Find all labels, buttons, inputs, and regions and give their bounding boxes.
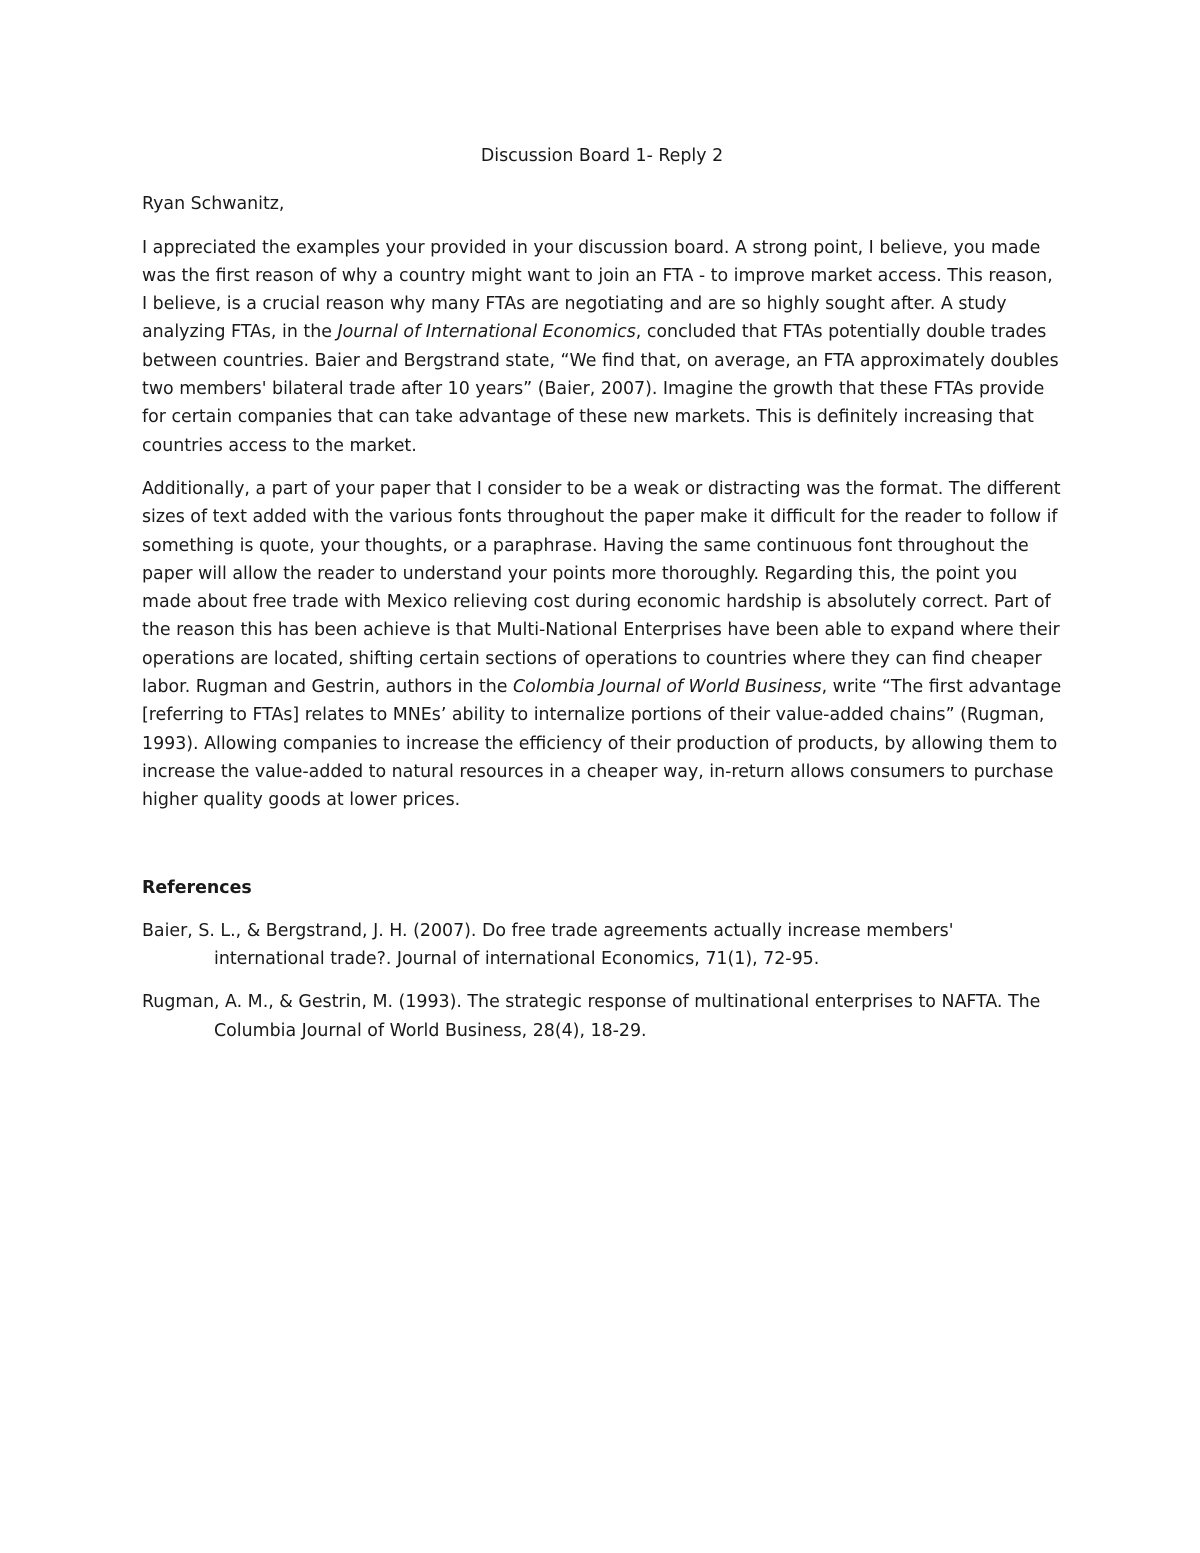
paragraph-2-text-a: Additionally, a part of your paper that I consider to be a weak or distracting was the format. The different sizes of text added with the various fonts throughout the paper make it difficult for the reader to follow if something is quote, your thoughts, or a paraphrase. Having the same continuous font throughout the paper will allow the reader to understand your points more thoroughly. Regarding this, the point you made about free trade with Mexico relieving cost during economic hardship is absolutely correct. Part of the reason this has been achieve is that Multi-National Enterprises have been able to expand where their operations are located, shifting certain sections of operations to countries where they can find cheaper labor. Rugman and Gestrin, authors in the — [142, 478, 1061, 698]
references-heading: References — [142, 877, 252, 898]
section-spacer — [142, 830, 1062, 874]
journal-title-international-economics: Journal of International Economics — [337, 322, 636, 343]
journal-title-world-business: Colombia Journal of World Business — [513, 677, 822, 698]
paragraph-2 — [142, 475, 1062, 815]
document-body — [142, 142, 1062, 1060]
document-title: Discussion Board 1- Reply 2 — [480, 146, 724, 166]
reference-item-rugman: Rugman, A. M., & Gestrin, M. (1993). The strategic response of multinational enterprises to NAFTA. The Columbia Journal of World Business, 28(4), 18-29. — [142, 992, 1041, 1041]
paragraph-1-text-b: , concluded that FTAs potentially double trades between countries. Baier and Bergstrand state, “We find that, on average, an FTA approximately doubles two members' bilateral trade after 10 years” (Baier, 2007). Imagine the growth that these FTAs provide for certain companies that can take advantage of these new markets. This is definitely increasing that countries access to the market. — [142, 322, 1059, 456]
paragraph-1 — [142, 234, 1062, 460]
reference-item-baier: Baier, S. L., & Bergstrand, J. H. (2007). Do free trade agreements actually increase members' international trade?. Journal of international Economics, 71(1), 72-95. — [142, 920, 954, 970]
paragraph-2-text-b: , write “The first advantage [referring to FTAs] relates to MNEs’ ability to internalize portions of their value-added chains” (Rugman, 1993). Allowing companies to increase the efficiency of their production of products, by allowing them to increase the value-added to natural resources in a cheaper way, in-return allows consumers to purchase higher quality goods at lower prices. — [142, 677, 1062, 811]
paragraph-1-text-a: I appreciated the examples your provided in your discussion board. A strong point, I believe, you made was the first reason of why a country might want to join an FTA - to improve market access. This reason, I believe, is a crucial reason why many FTAs are negotiating and are so highly sought after. A study analyzing FTAs, in the — [142, 237, 1053, 343]
salutation: Ryan Schwanitz, — [142, 194, 285, 215]
